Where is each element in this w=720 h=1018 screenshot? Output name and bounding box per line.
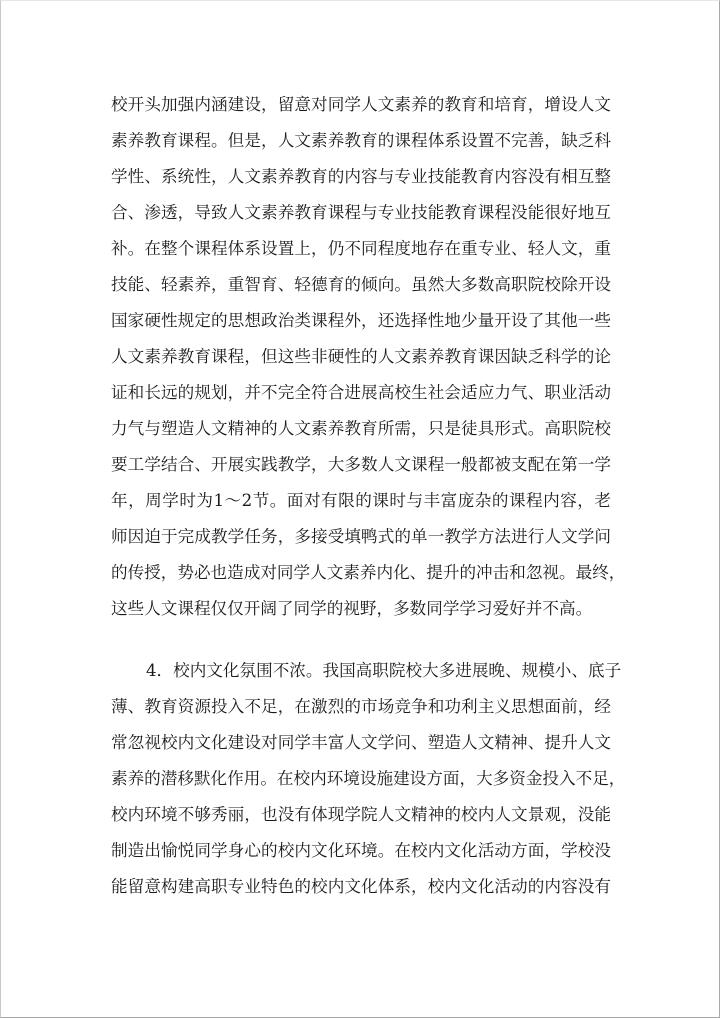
text-line: 校内环境不够秀丽，也没有体现学院人文精神的校内人文景观，没能	[111, 805, 611, 824]
text-line: 校开头加强内涵建设，留意对同学人文素养的教育和培育，增设人文	[111, 95, 611, 114]
text-line: 常忽视校内文化建设对同学丰富人文学问、塑造人文精神、提升人文	[111, 733, 611, 752]
text-line: 国家硬性规定的思想政治类课程外，还选择性地少量开设了其他一些	[111, 311, 611, 330]
text-line: 年，周学时为1～2节。面对有限的课时与丰富庞杂的课程内容，老	[111, 491, 611, 510]
text-line: 师因迫于完成教学任务，多接受填鸭式的单一教学方法进行人文学问	[111, 527, 611, 546]
text-line: 学性、系统性，人文素养教育的内容与专业技能教育内容没有相互整	[111, 167, 611, 186]
text-line: 力气与塑造人文精神的人文素养教育所需，只是徒具形式。高职院校	[111, 419, 611, 438]
text-line: 素养的潜移默化作用。在校内环境设施建设方面，大多资金投入不足，	[111, 769, 626, 788]
text-line: 证和长远的规划，并不完全符合进展高校生社会适应力气、职业活动	[111, 383, 611, 402]
text-line: 4．校内文化氛围不浓。我国高职院校大多进展晚、规模小、底子	[146, 661, 622, 680]
text-line: 薄、教育资源投入不足，在激烈的市场竞争和功利主义思想面前，经	[111, 697, 611, 716]
text-line: 合、渗透，导致人文素养教育课程与专业技能教育课程没能很好地互	[111, 203, 611, 222]
text-line: 人文素养教育课程，但这些非硬性的人文素养教育课因缺乏科学的论	[111, 347, 611, 366]
text-line: 技能、轻素养，重智育、轻德育的倾向。虽然大多数高职院校除开设	[111, 275, 611, 294]
text-line: 补。在整个课程体系设置上，仍不同程度地存在重专业、轻人文，重	[111, 239, 611, 258]
text-line: 要工学结合、开展实践教学，大多数人文课程一般都被支配在第一学	[111, 455, 611, 474]
text-line: 素养教育课程。但是，人文素养教育的课程体系设置不完善，缺乏科	[111, 131, 611, 150]
text-line: 这些人文课程仅仅开阔了同学的视野，多数同学学习爱好并不高。	[111, 599, 593, 618]
text-line: 制造出愉悦同学身心的校内文化环境。在校内文化活动方面，学校没	[111, 841, 611, 860]
text-line: 的传授，势必也造成对同学人文素养内化、提升的冲击和忽视。最终，	[111, 563, 626, 582]
text-line: 能留意构建高职专业特色的校内文化体系，校内文化活动的内容没有	[111, 877, 611, 896]
